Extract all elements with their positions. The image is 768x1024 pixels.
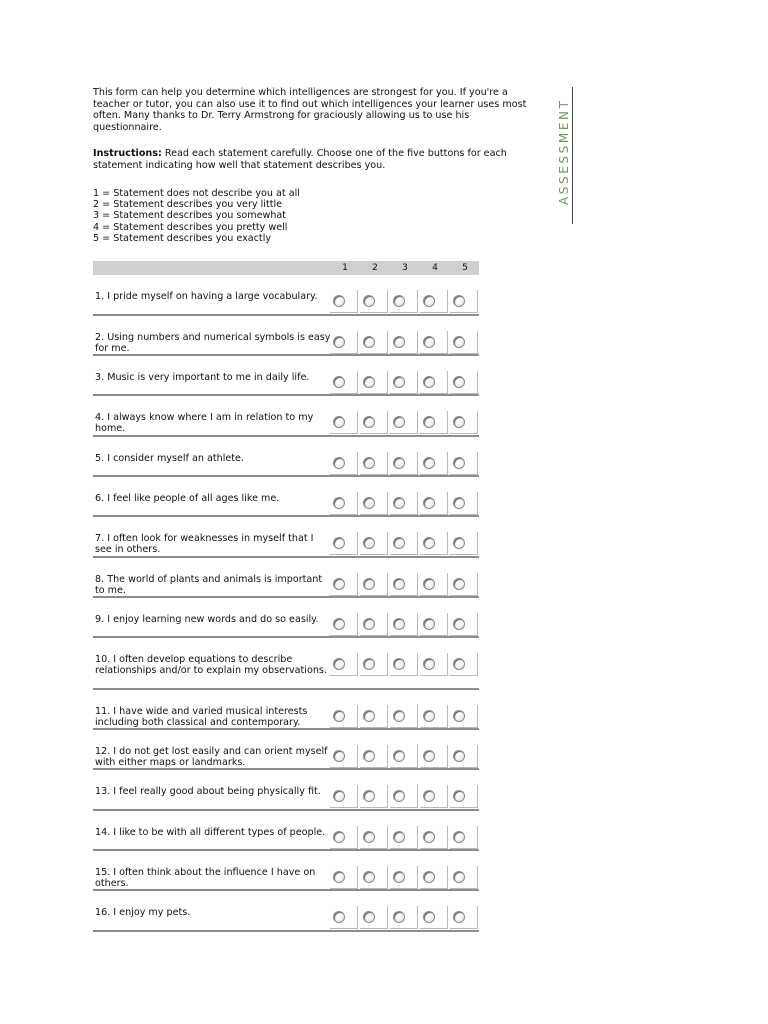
rating-radio-1[interactable] xyxy=(333,911,345,923)
rating-radio-1[interactable] xyxy=(333,376,345,388)
rating-radio-1[interactable] xyxy=(333,750,345,762)
rating-cell-2 xyxy=(360,785,388,808)
column-header-2: 2 xyxy=(372,263,378,273)
question-text: 2. Using numbers and numerical symbols is easy for me. xyxy=(95,332,331,355)
rating-cell-1 xyxy=(330,573,358,596)
question-row xyxy=(93,275,479,316)
rating-cell-1 xyxy=(330,331,358,354)
rating-radio-1[interactable] xyxy=(333,537,345,549)
question-row xyxy=(93,558,479,598)
instructions-text: Read each statement carefully. Choose one of the five buttons for each statement indicating how well that statement describes you. xyxy=(93,148,507,171)
rating-radio-4[interactable] xyxy=(423,578,435,590)
rating-cell-5 xyxy=(450,532,478,555)
question-row xyxy=(93,396,479,437)
question-text: 4. I always know where I am in relation to my home. xyxy=(95,412,314,435)
rating-cell-1 xyxy=(330,290,358,313)
rating-cell-3 xyxy=(390,906,418,929)
rating-radio-3[interactable] xyxy=(393,750,405,762)
rating-cell-5 xyxy=(450,371,478,394)
rating-radio-5[interactable] xyxy=(453,295,465,307)
rating-radio-3[interactable] xyxy=(393,295,405,307)
rating-cell-2 xyxy=(360,613,388,636)
rating-radio-1[interactable] xyxy=(333,497,345,509)
rating-radio-1[interactable] xyxy=(333,710,345,722)
rating-cell-2 xyxy=(360,290,388,313)
scale-item: 4 = Statement describes you pretty well xyxy=(93,221,288,233)
rating-cell-5 xyxy=(450,705,478,728)
rating-radio-2[interactable] xyxy=(363,295,375,307)
scale-item: 3 = Statement describes you somewhat xyxy=(93,210,287,222)
rating-radio-4[interactable] xyxy=(423,710,435,722)
rating-radio-5[interactable] xyxy=(453,871,465,883)
rating-cell-5 xyxy=(450,411,478,434)
rating-radio-3[interactable] xyxy=(393,578,405,590)
rating-cell-2 xyxy=(360,906,388,929)
rating-radio-3[interactable] xyxy=(393,537,405,549)
rating-cell-2 xyxy=(360,826,388,849)
question-text: 6. I feel like people of all ages like me. xyxy=(95,493,280,504)
question-text: 8. The world of plants and animals is important to me. xyxy=(95,574,323,597)
column-header-4: 4 xyxy=(432,263,438,273)
rating-cell-1 xyxy=(330,906,358,929)
rating-cell-1 xyxy=(330,653,358,676)
rating-cell-3 xyxy=(390,745,418,768)
rating-cell-4 xyxy=(420,532,448,555)
rating-cell-2 xyxy=(360,866,388,889)
rating-radio-1[interactable] xyxy=(333,658,345,670)
rating-radio-3[interactable] xyxy=(393,790,405,802)
scale-item: 5 = Statement describes you exactly xyxy=(93,232,272,244)
rating-radio-3[interactable] xyxy=(393,831,405,843)
question-text: 3. Music is very important to me in daily life. xyxy=(95,372,310,383)
rating-radio-2[interactable] xyxy=(363,658,375,670)
rating-radio-4[interactable] xyxy=(423,336,435,348)
rating-radio-3[interactable] xyxy=(393,336,405,348)
rating-radio-1[interactable] xyxy=(333,578,345,590)
rating-radio-3[interactable] xyxy=(393,376,405,388)
rating-cell-4 xyxy=(420,745,448,768)
rating-radio-3[interactable] xyxy=(393,710,405,722)
rating-cell-1 xyxy=(330,613,358,636)
rating-radio-2[interactable] xyxy=(363,710,375,722)
rating-radio-3[interactable] xyxy=(393,416,405,428)
rating-radio-4[interactable] xyxy=(423,416,435,428)
question-row xyxy=(93,517,479,558)
rating-cell-2 xyxy=(360,653,388,676)
rating-radio-4[interactable] xyxy=(423,871,435,883)
rating-radio-4[interactable] xyxy=(423,658,435,670)
rating-radio-5[interactable] xyxy=(453,537,465,549)
rating-radio-4[interactable] xyxy=(423,295,435,307)
rating-radio-1[interactable] xyxy=(333,295,345,307)
instructions xyxy=(93,148,538,171)
rating-cell-2 xyxy=(360,411,388,434)
rating-radio-5[interactable] xyxy=(453,336,465,348)
column-header-1: 1 xyxy=(342,263,348,273)
rating-cell-5 xyxy=(450,785,478,808)
rating-radio-2[interactable] xyxy=(363,750,375,762)
rating-cell-1 xyxy=(330,492,358,515)
question-text: 7. I often look for weaknesses in myself that I see in others. xyxy=(95,533,314,556)
question-row xyxy=(93,437,479,477)
rating-radio-2[interactable] xyxy=(363,578,375,590)
rating-cell-4 xyxy=(420,411,448,434)
rating-radio-5[interactable] xyxy=(453,750,465,762)
rating-radio-4[interactable] xyxy=(423,911,435,923)
rating-cell-1 xyxy=(330,826,358,849)
rating-radio-2[interactable] xyxy=(363,911,375,923)
rating-radio-3[interactable] xyxy=(393,457,405,469)
rating-cell-2 xyxy=(360,532,388,555)
rating-radio-5[interactable] xyxy=(453,710,465,722)
rating-cell-3 xyxy=(390,573,418,596)
rating-radio-2[interactable] xyxy=(363,376,375,388)
rating-cell-4 xyxy=(420,785,448,808)
rating-cell-5 xyxy=(450,492,478,515)
rating-cell-2 xyxy=(360,745,388,768)
rating-cell-4 xyxy=(420,613,448,636)
question-row xyxy=(93,851,479,891)
rating-cell-1 xyxy=(330,411,358,434)
rating-radio-2[interactable] xyxy=(363,871,375,883)
rating-radio-2[interactable] xyxy=(363,790,375,802)
question-text: 1. I pride myself on having a large vocabulary. xyxy=(95,291,318,302)
rating-radio-3[interactable] xyxy=(393,497,405,509)
rating-cell-4 xyxy=(420,866,448,889)
rating-cell-4 xyxy=(420,705,448,728)
rating-cell-5 xyxy=(450,452,478,475)
rating-radio-4[interactable] xyxy=(423,376,435,388)
rating-cell-3 xyxy=(390,866,418,889)
rating-cell-1 xyxy=(330,452,358,475)
instructions-label: Instructions: xyxy=(93,148,162,159)
question-row xyxy=(93,891,479,932)
rating-radio-5[interactable] xyxy=(453,618,465,630)
rating-cell-3 xyxy=(390,653,418,676)
rating-radio-4[interactable] xyxy=(423,831,435,843)
rating-radio-5[interactable] xyxy=(453,578,465,590)
rating-radio-2[interactable] xyxy=(363,416,375,428)
question-row xyxy=(93,690,479,730)
question-row xyxy=(93,638,479,690)
question-text: 10. I often develop equations to describe relationships and/or to explain my observations. xyxy=(95,654,327,677)
rating-cell-1 xyxy=(330,532,358,555)
rating-cell-3 xyxy=(390,492,418,515)
rating-cell-4 xyxy=(420,371,448,394)
rating-radio-4[interactable] xyxy=(423,537,435,549)
rating-cell-1 xyxy=(330,371,358,394)
rating-cell-3 xyxy=(390,331,418,354)
rating-cell-2 xyxy=(360,705,388,728)
rating-cell-3 xyxy=(390,613,418,636)
rating-radio-1[interactable] xyxy=(333,416,345,428)
question-text: 5. I consider myself an athlete. xyxy=(95,453,244,464)
rating-radio-5[interactable] xyxy=(453,790,465,802)
rating-radio-4[interactable] xyxy=(423,750,435,762)
rating-radio-5[interactable] xyxy=(453,497,465,509)
rating-radio-4[interactable] xyxy=(423,790,435,802)
question-text: 12. I do not get lost easily and can orient myself with either maps or landmarks. xyxy=(95,746,328,769)
scale-item: 1 = Statement does not describe you at all xyxy=(93,188,300,199)
rating-cell-2 xyxy=(360,452,388,475)
rating-radio-4[interactable] xyxy=(423,618,435,630)
rating-cell-1 xyxy=(330,745,358,768)
rating-radio-1[interactable] xyxy=(333,790,345,802)
rating-cell-1 xyxy=(330,705,358,728)
rating-cell-4 xyxy=(420,331,448,354)
question-row xyxy=(93,316,479,356)
rating-radio-5[interactable] xyxy=(453,911,465,923)
question-row xyxy=(93,770,479,811)
rating-cell-3 xyxy=(390,290,418,313)
rating-cell-2 xyxy=(360,331,388,354)
question-text: 11. I have wide and varied musical interests including both classical and contemporary. xyxy=(95,706,308,729)
rating-radio-2[interactable] xyxy=(363,497,375,509)
question-row xyxy=(93,477,479,517)
rating-radio-2[interactable] xyxy=(363,457,375,469)
scale-item: 2 = Statement describes you very little xyxy=(93,199,283,211)
question-row xyxy=(93,598,479,638)
rating-radio-2[interactable] xyxy=(363,831,375,843)
assessment-side-label: ASSESSMENT xyxy=(557,98,571,206)
rating-radio-5[interactable] xyxy=(453,457,465,469)
rating-cell-4 xyxy=(420,452,448,475)
rating-cell-2 xyxy=(360,371,388,394)
rating-radio-2[interactable] xyxy=(363,336,375,348)
rating-radio-2[interactable] xyxy=(363,618,375,630)
question-table xyxy=(93,275,479,932)
intro-paragraph xyxy=(93,87,538,133)
rating-cell-1 xyxy=(330,785,358,808)
rating-cell-5 xyxy=(450,331,478,354)
question-row xyxy=(93,356,479,396)
question-text: 14. I like to be with all different types of people. xyxy=(95,827,326,838)
rating-radio-3[interactable] xyxy=(393,618,405,630)
rating-cell-4 xyxy=(420,573,448,596)
rating-radio-1[interactable] xyxy=(333,618,345,630)
rating-cell-3 xyxy=(390,785,418,808)
question-text: 15. I often think about the influence I have on others. xyxy=(95,867,316,890)
rating-radio-2[interactable] xyxy=(363,537,375,549)
rating-cell-4 xyxy=(420,290,448,313)
rating-cell-3 xyxy=(390,705,418,728)
rating-cell-3 xyxy=(390,532,418,555)
rating-cell-4 xyxy=(420,906,448,929)
rating-radio-1[interactable] xyxy=(333,831,345,843)
rating-radio-3[interactable] xyxy=(393,911,405,923)
column-header-5: 5 xyxy=(462,263,468,273)
rating-cell-3 xyxy=(390,371,418,394)
table-header xyxy=(93,261,479,275)
question-text: 13. I feel really good about being physically fit. xyxy=(95,786,321,797)
rating-radio-3[interactable] xyxy=(393,658,405,670)
rating-cell-4 xyxy=(420,653,448,676)
rating-cell-1 xyxy=(330,866,358,889)
rating-cell-5 xyxy=(450,573,478,596)
rating-cell-3 xyxy=(390,826,418,849)
rating-cell-5 xyxy=(450,653,478,676)
rating-cell-5 xyxy=(450,826,478,849)
rating-radio-1[interactable] xyxy=(333,457,345,469)
rating-radio-1[interactable] xyxy=(333,336,345,348)
question-row xyxy=(93,730,479,770)
rating-cell-5 xyxy=(450,745,478,768)
side-divider xyxy=(572,87,573,224)
rating-radio-4[interactable] xyxy=(423,457,435,469)
rating-radio-3[interactable] xyxy=(393,871,405,883)
rating-cell-5 xyxy=(450,613,478,636)
rating-radio-5[interactable] xyxy=(453,376,465,388)
scale-legend xyxy=(93,188,393,244)
rating-radio-5[interactable] xyxy=(453,416,465,428)
rating-radio-1[interactable] xyxy=(333,871,345,883)
question-text: 9. I enjoy learning new words and do so easily. xyxy=(95,614,319,625)
rating-cell-5 xyxy=(450,906,478,929)
rating-cell-2 xyxy=(360,492,388,515)
rating-cell-3 xyxy=(390,452,418,475)
rating-radio-4[interactable] xyxy=(423,497,435,509)
rating-cell-5 xyxy=(450,866,478,889)
rating-cell-3 xyxy=(390,411,418,434)
intro-text: This form can help you determine which intelligences are strongest for you. If you're a teacher or tutor, you can also use it to find out which intelligences your learner uses most often. Many thanks to Dr. Terry Armstrong for graciously allowing us to use his questionnaire. xyxy=(93,87,527,133)
rating-radio-5[interactable] xyxy=(453,658,465,670)
question-text: 16. I enjoy my pets. xyxy=(95,907,191,918)
rating-cell-2 xyxy=(360,573,388,596)
rating-radio-5[interactable] xyxy=(453,831,465,843)
rating-cell-5 xyxy=(450,290,478,313)
rating-cell-4 xyxy=(420,826,448,849)
column-header-3: 3 xyxy=(402,263,408,273)
question-row xyxy=(93,811,479,851)
rating-cell-4 xyxy=(420,492,448,515)
